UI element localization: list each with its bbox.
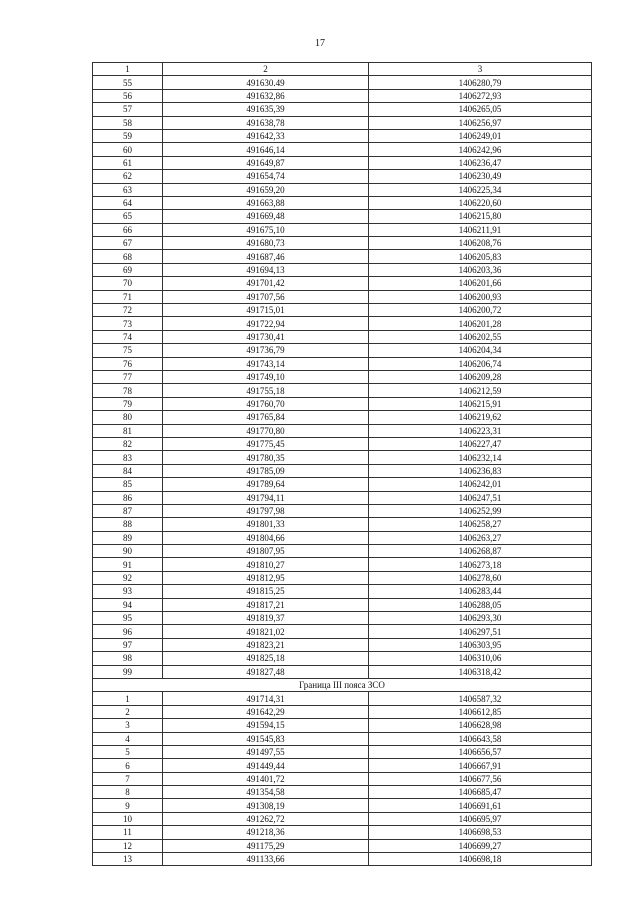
table-row xyxy=(93,772,592,785)
x-coordinate: 491701,42 xyxy=(163,277,369,290)
y-coordinate: 1406232,14 xyxy=(369,451,592,464)
point-number: 88 xyxy=(93,518,163,531)
x-coordinate: 491804,66 xyxy=(163,531,369,544)
x-coordinate: 491755,18 xyxy=(163,384,369,397)
point-number: 90 xyxy=(93,545,163,558)
table-row xyxy=(93,478,592,491)
x-coordinate: 491817,21 xyxy=(163,598,369,611)
table-row xyxy=(93,491,592,504)
table-row xyxy=(93,625,592,638)
point-number: 4 xyxy=(93,732,163,745)
y-coordinate: 1406612,85 xyxy=(369,705,592,718)
x-coordinate: 491659,20 xyxy=(163,183,369,196)
y-coordinate: 1406695,97 xyxy=(369,812,592,825)
point-number: 9 xyxy=(93,799,163,812)
table-row xyxy=(93,451,592,464)
point-number: 98 xyxy=(93,652,163,665)
y-coordinate: 1406200,93 xyxy=(369,290,592,303)
y-coordinate: 1406215,91 xyxy=(369,397,592,410)
table-row xyxy=(93,411,592,424)
table-row xyxy=(93,518,592,531)
x-coordinate: 491765,84 xyxy=(163,411,369,424)
table-row xyxy=(93,692,592,705)
point-number: 8 xyxy=(93,786,163,799)
y-coordinate: 1406677,56 xyxy=(369,772,592,785)
y-coordinate: 1406272,93 xyxy=(369,89,592,102)
point-number: 72 xyxy=(93,304,163,317)
x-coordinate: 491807,95 xyxy=(163,545,369,558)
point-number: 78 xyxy=(93,384,163,397)
point-number: 99 xyxy=(93,665,163,678)
table-header xyxy=(93,63,592,76)
point-number: 58 xyxy=(93,116,163,129)
x-coordinate: 491797,98 xyxy=(163,504,369,517)
point-number: 7 xyxy=(93,772,163,785)
table-row xyxy=(93,638,592,651)
point-number: 85 xyxy=(93,478,163,491)
point-number: 62 xyxy=(93,170,163,183)
x-coordinate: 491825,18 xyxy=(163,652,369,665)
header-row xyxy=(93,63,592,76)
y-coordinate: 1406249,01 xyxy=(369,129,592,142)
x-coordinate: 491545,83 xyxy=(163,732,369,745)
table-row xyxy=(93,558,592,571)
point-number: 96 xyxy=(93,625,163,638)
table-row xyxy=(93,170,592,183)
point-number: 61 xyxy=(93,156,163,169)
x-coordinate: 491760,70 xyxy=(163,397,369,410)
y-coordinate: 1406242,96 xyxy=(369,143,592,156)
x-coordinate: 491669,48 xyxy=(163,210,369,223)
point-number: 89 xyxy=(93,531,163,544)
y-coordinate: 1406256,97 xyxy=(369,116,592,129)
point-number: 91 xyxy=(93,558,163,571)
point-number: 76 xyxy=(93,357,163,370)
table-row xyxy=(93,826,592,839)
table-row xyxy=(93,732,592,745)
point-number: 10 xyxy=(93,812,163,825)
table-row xyxy=(93,344,592,357)
x-coordinate: 491594,15 xyxy=(163,719,369,732)
y-coordinate: 1406212,59 xyxy=(369,384,592,397)
table-row xyxy=(93,745,592,758)
y-coordinate: 1406225,34 xyxy=(369,183,592,196)
point-number: 80 xyxy=(93,411,163,424)
y-coordinate: 1406587,32 xyxy=(369,692,592,705)
x-coordinate: 491218,36 xyxy=(163,826,369,839)
x-coordinate: 491770,80 xyxy=(163,424,369,437)
table-row xyxy=(93,812,592,825)
point-number: 57 xyxy=(93,103,163,116)
x-coordinate: 491827,48 xyxy=(163,665,369,678)
point-number: 81 xyxy=(93,424,163,437)
y-coordinate: 1406685,47 xyxy=(369,786,592,799)
x-coordinate: 491707,56 xyxy=(163,290,369,303)
point-number: 67 xyxy=(93,237,163,250)
x-coordinate: 491642,29 xyxy=(163,705,369,718)
point-number: 2 xyxy=(93,705,163,718)
x-coordinate: 491646,14 xyxy=(163,143,369,156)
y-coordinate: 1406200,72 xyxy=(369,304,592,317)
point-number: 12 xyxy=(93,839,163,852)
y-coordinate: 1406643,58 xyxy=(369,732,592,745)
table-row xyxy=(93,183,592,196)
x-coordinate: 491632,86 xyxy=(163,89,369,102)
table-row xyxy=(93,290,592,303)
y-coordinate: 1406273,18 xyxy=(369,558,592,571)
table-row xyxy=(93,304,592,317)
x-coordinate: 491401,72 xyxy=(163,772,369,785)
section-divider xyxy=(93,678,592,691)
table-row xyxy=(93,705,592,718)
x-coordinate: 491722,94 xyxy=(163,317,369,330)
y-coordinate: 1406215,80 xyxy=(369,210,592,223)
table-row xyxy=(93,719,592,732)
y-coordinate: 1406202,55 xyxy=(369,330,592,343)
y-coordinate: 1406656,57 xyxy=(369,745,592,758)
point-number: 73 xyxy=(93,317,163,330)
x-coordinate: 491262,72 xyxy=(163,812,369,825)
x-coordinate: 491694,13 xyxy=(163,263,369,276)
point-number: 68 xyxy=(93,250,163,263)
y-coordinate: 1406699,27 xyxy=(369,839,592,852)
table-row xyxy=(93,652,592,665)
y-coordinate: 1406303,95 xyxy=(369,638,592,651)
x-coordinate: 491714,31 xyxy=(163,692,369,705)
table-row xyxy=(93,397,592,410)
point-number: 66 xyxy=(93,223,163,236)
table-row xyxy=(93,370,592,383)
point-number: 82 xyxy=(93,437,163,450)
table-row xyxy=(93,76,592,89)
y-coordinate: 1406698,18 xyxy=(369,853,592,866)
table-row xyxy=(93,799,592,812)
x-coordinate: 491812,95 xyxy=(163,571,369,584)
point-number: 79 xyxy=(93,397,163,410)
x-coordinate: 491649,87 xyxy=(163,156,369,169)
point-number: 59 xyxy=(93,129,163,142)
x-coordinate: 491821,02 xyxy=(163,625,369,638)
y-coordinate: 1406691,61 xyxy=(369,799,592,812)
table-body-part2 xyxy=(93,692,592,866)
y-coordinate: 1406223,31 xyxy=(369,424,592,437)
point-number: 3 xyxy=(93,719,163,732)
y-coordinate: 1406227,47 xyxy=(369,437,592,450)
y-coordinate: 1406204,34 xyxy=(369,344,592,357)
x-coordinate: 491175,29 xyxy=(163,839,369,852)
page-number: 17 xyxy=(315,38,325,49)
table-row xyxy=(93,786,592,799)
point-number: 83 xyxy=(93,451,163,464)
table-row xyxy=(93,116,592,129)
table-row xyxy=(93,612,592,625)
y-coordinate: 1406283,44 xyxy=(369,585,592,598)
point-number: 55 xyxy=(93,76,163,89)
point-number: 63 xyxy=(93,183,163,196)
y-coordinate: 1406288,05 xyxy=(369,598,592,611)
point-number: 6 xyxy=(93,759,163,772)
point-number: 1 xyxy=(93,692,163,705)
table-row xyxy=(93,571,592,584)
y-coordinate: 1406220,60 xyxy=(369,196,592,209)
y-coordinate: 1406209,28 xyxy=(369,370,592,383)
y-coordinate: 1406310,06 xyxy=(369,652,592,665)
point-number: 94 xyxy=(93,598,163,611)
y-coordinate: 1406203,36 xyxy=(369,263,592,276)
table-row xyxy=(93,665,592,678)
x-coordinate: 491823,21 xyxy=(163,638,369,651)
table-row xyxy=(93,250,592,263)
header-col-3: 3 xyxy=(369,63,592,76)
x-coordinate: 491638,78 xyxy=(163,116,369,129)
point-number: 74 xyxy=(93,330,163,343)
table-row xyxy=(93,103,592,116)
table-row xyxy=(93,143,592,156)
point-number: 92 xyxy=(93,571,163,584)
point-number: 97 xyxy=(93,638,163,651)
table-row xyxy=(93,223,592,236)
y-coordinate: 1406258,27 xyxy=(369,518,592,531)
x-coordinate: 491819,37 xyxy=(163,612,369,625)
x-coordinate: 491680,73 xyxy=(163,237,369,250)
x-coordinate: 491743,14 xyxy=(163,357,369,370)
x-coordinate: 491635,39 xyxy=(163,103,369,116)
x-coordinate: 491749,10 xyxy=(163,370,369,383)
table-row xyxy=(93,598,592,611)
y-coordinate: 1406247,51 xyxy=(369,491,592,504)
header-col-1: 1 xyxy=(93,63,163,76)
y-coordinate: 1406293,30 xyxy=(369,612,592,625)
y-coordinate: 1406236,47 xyxy=(369,156,592,169)
x-coordinate: 491789,64 xyxy=(163,478,369,491)
y-coordinate: 1406205,83 xyxy=(369,250,592,263)
table-row xyxy=(93,210,592,223)
table-row xyxy=(93,545,592,558)
table-body-part1 xyxy=(93,76,592,679)
y-coordinate: 1406280,79 xyxy=(369,76,592,89)
point-number: 77 xyxy=(93,370,163,383)
table-row xyxy=(93,129,592,142)
x-coordinate: 491630.49 xyxy=(163,76,369,89)
x-coordinate: 491785,09 xyxy=(163,464,369,477)
point-number: 84 xyxy=(93,464,163,477)
y-coordinate: 1406263,27 xyxy=(369,531,592,544)
point-number: 87 xyxy=(93,504,163,517)
x-coordinate: 491675,10 xyxy=(163,223,369,236)
y-coordinate: 1406278,60 xyxy=(369,571,592,584)
x-coordinate: 491815,25 xyxy=(163,585,369,598)
y-coordinate: 1406236,83 xyxy=(369,464,592,477)
x-coordinate: 491497,55 xyxy=(163,745,369,758)
y-coordinate: 1406628,98 xyxy=(369,719,592,732)
table-row xyxy=(93,531,592,544)
table-row xyxy=(93,330,592,343)
y-coordinate: 1406201,66 xyxy=(369,277,592,290)
point-number: 71 xyxy=(93,290,163,303)
x-coordinate: 491133,66 xyxy=(163,853,369,866)
y-coordinate: 1406211,91 xyxy=(369,223,592,236)
y-coordinate: 1406318,42 xyxy=(369,665,592,678)
table-row xyxy=(93,357,592,370)
x-coordinate: 491354,58 xyxy=(163,786,369,799)
coordinates-table xyxy=(92,62,592,866)
table-row xyxy=(93,585,592,598)
y-coordinate: 1406265,05 xyxy=(369,103,592,116)
y-coordinate: 1406219,62 xyxy=(369,411,592,424)
table-row xyxy=(93,504,592,517)
y-coordinate: 1406698,53 xyxy=(369,826,592,839)
table-row xyxy=(93,89,592,102)
x-coordinate: 491810,27 xyxy=(163,558,369,571)
x-coordinate: 491687,46 xyxy=(163,250,369,263)
table-row xyxy=(93,384,592,397)
x-coordinate: 491308,19 xyxy=(163,799,369,812)
point-number: 86 xyxy=(93,491,163,504)
point-number: 64 xyxy=(93,196,163,209)
table-row xyxy=(93,437,592,450)
point-number: 70 xyxy=(93,277,163,290)
table-row xyxy=(93,196,592,209)
x-coordinate: 491801,33 xyxy=(163,518,369,531)
y-coordinate: 1406268,87 xyxy=(369,545,592,558)
table-row xyxy=(93,424,592,437)
section-row xyxy=(93,678,592,691)
table-row xyxy=(93,156,592,169)
point-number: 65 xyxy=(93,210,163,223)
y-coordinate: 1406230,49 xyxy=(369,170,592,183)
y-coordinate: 1406252,99 xyxy=(369,504,592,517)
point-number: 93 xyxy=(93,585,163,598)
y-coordinate: 1406206,74 xyxy=(369,357,592,370)
x-coordinate: 491663,88 xyxy=(163,196,369,209)
point-number: 60 xyxy=(93,143,163,156)
point-number: 75 xyxy=(93,344,163,357)
x-coordinate: 491775,45 xyxy=(163,437,369,450)
point-number: 56 xyxy=(93,89,163,102)
table-row xyxy=(93,759,592,772)
table-row xyxy=(93,263,592,276)
table-row xyxy=(93,237,592,250)
x-coordinate: 491794,11 xyxy=(163,491,369,504)
x-coordinate: 491654,74 xyxy=(163,170,369,183)
header-col-2: 2 xyxy=(163,63,369,76)
section-title: Граница III пояса ЗСО xyxy=(93,678,592,691)
point-number: 13 xyxy=(93,853,163,866)
point-number: 11 xyxy=(93,826,163,839)
table-row xyxy=(93,464,592,477)
table-row xyxy=(93,839,592,852)
x-coordinate: 491715,01 xyxy=(163,304,369,317)
table-row xyxy=(93,277,592,290)
x-coordinate: 491736,79 xyxy=(163,344,369,357)
x-coordinate: 491449,44 xyxy=(163,759,369,772)
x-coordinate: 491730,41 xyxy=(163,330,369,343)
x-coordinate: 491642,33 xyxy=(163,129,369,142)
y-coordinate: 1406297,51 xyxy=(369,625,592,638)
y-coordinate: 1406201,28 xyxy=(369,317,592,330)
point-number: 69 xyxy=(93,263,163,276)
x-coordinate: 491780,35 xyxy=(163,451,369,464)
table-row xyxy=(93,853,592,866)
table-row xyxy=(93,317,592,330)
point-number: 5 xyxy=(93,745,163,758)
y-coordinate: 1406208,76 xyxy=(369,237,592,250)
point-number: 95 xyxy=(93,612,163,625)
y-coordinate: 1406667,91 xyxy=(369,759,592,772)
y-coordinate: 1406242,01 xyxy=(369,478,592,491)
